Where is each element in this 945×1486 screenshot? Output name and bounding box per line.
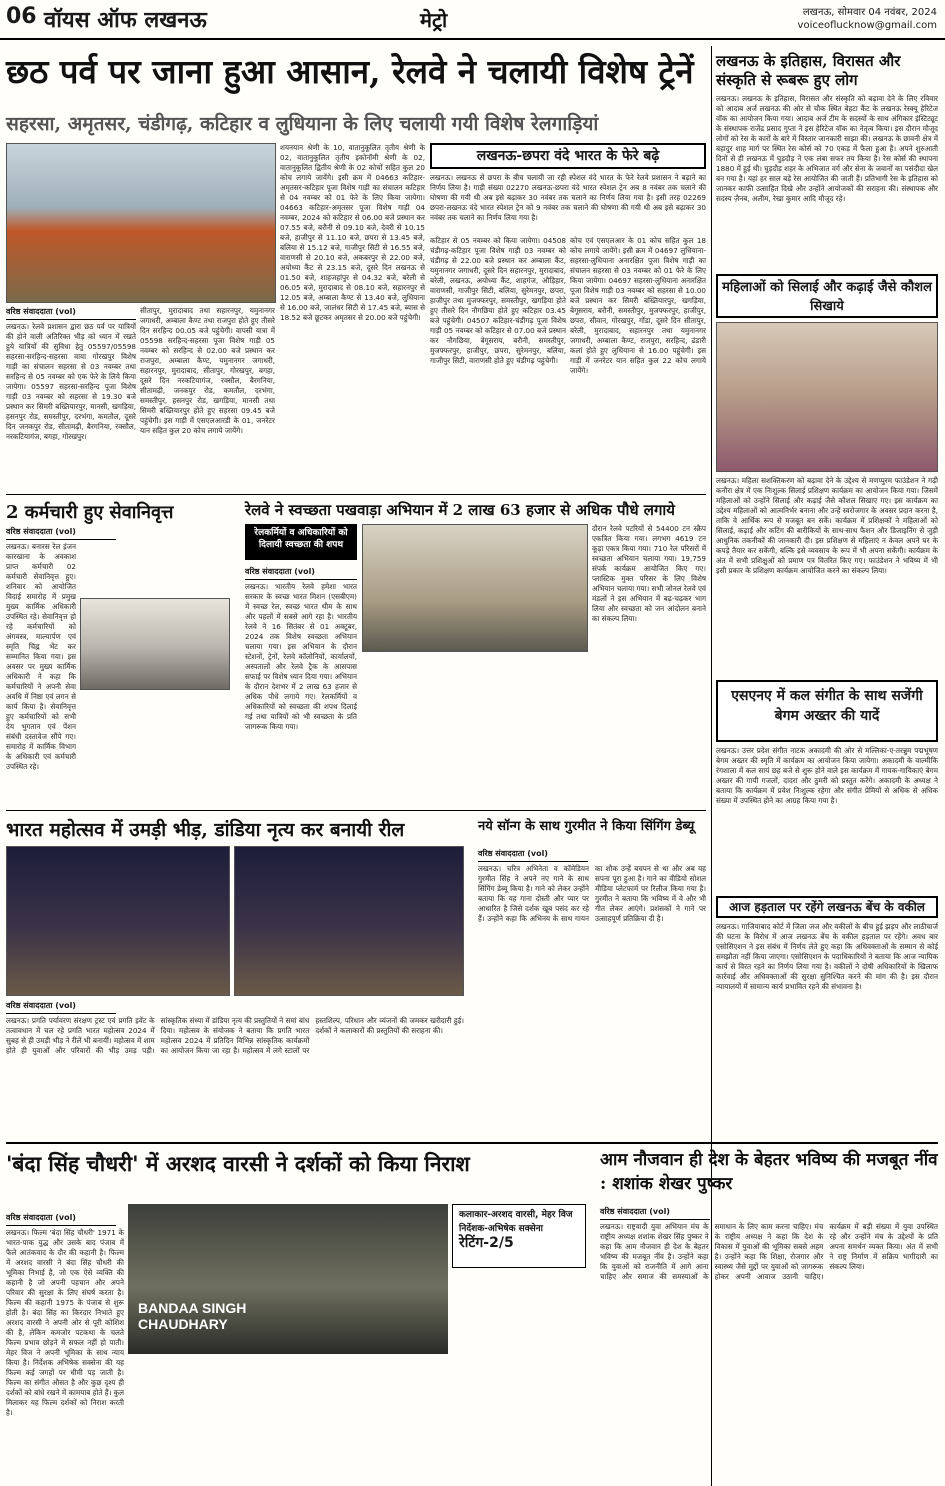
section-rule <box>6 494 706 495</box>
workshop-photo <box>716 322 938 472</box>
vande-headline: लखनऊ-छपरा वंदे भारत के फेरे बढ़े <box>430 143 706 169</box>
heritage-body: लखनऊ। लखनऊ के इतिहास, विरासत और संस्कृति को बढ़ावा देने के लिए रविवार को आदाब अर्ज लखनऊ की ओर से चौक स्थित बेहटा कैंट के लखनऊ रेस्क्यू हेरिटेज वॉक का आयोजन किया गया। आदाब अर्ज टीम के सदस्यों के साथ अंगिकार इंस्टिट्यूट के संस्थापक राजेंद्र प्रसाद गुप्ता ने इस हेरिटेज वॉक का नेतृत्व किया। इस दौरान मौजूद लोगों को रेस के कारों के बारे में विस्तार जानकारी साझा की। लखनऊ के छावनी क्षेत्र में बहादुर शाह मार्ग पर स्थित रेस कोर्स को 70 एकड़ में फैला हुआ है। अपने शुरुआती दिनों से ही लखनऊ में घुड़दौड़ ने एक लंबा सफर तय किया है। रेस कोर्स की स्थापना 1880 में हुई थी। घुड़दौड़ शहर के अभिजात वर्ग और सेना के जवानों का पसंदीदा खेल बन गया है। यहां हर साल बड़े रेस आयोजित की जाती हैं। प्रतिभागी रेस के इतिहास को जानकर काफी उत्साहित दिखे और उन्होंने आयोजकों की सराहना की। संस्थापक और सदस्य ज़ैनब, अलीम, रेखा कुमार आदि मौजूद रहे। <box>716 94 938 203</box>
date: लखनऊ, सोमवार 04 नवंबर, 2024 <box>802 7 937 18</box>
retire-body-cont <box>80 694 235 806</box>
vande-body: लखनऊ। लखनऊ से छपरा के बीच चलायी जा रही स्पेशल वंदे भारत के फेरे रेलवे प्रशासन ने बढ़ाने का निर्णय लिया है। गाड़ी संख्या 02270 लखनऊ-छपरा वंदे भारत स्पेशल ट्रेन अब 8 नवंबर तक चलाने की घोषणा की गयी थी अब इसे बढ़ाकर 30 नवंबर तक चलाने का निर्णय लिया गया है। इसी तरह 02269 छपरा-लखनऊ वंदे भारत स्पेशल ट्रेन को 9 नवंबर तक चलाने की घोषणा की गयी थी अब इसे बढ़ाकर 30 नवंबर तक चलाने का निर्णय लिया गया है। <box>430 173 706 222</box>
retire-headline: 2 कर्मचारी हुए सेवानिवृत्त <box>6 502 174 523</box>
mahotsav-byline: वरिष्ठ संवाददाता (vol) <box>6 1000 116 1014</box>
sangeet-headline: एसएनए में कल संगीत के साथ सजेंगी बेगम अख्तर की यादें <box>716 680 938 742</box>
lead-headline: छठ पर्व पर जाना हुआ आसान, रेलवे ने चलायी विशेष ट्रेनें <box>6 52 694 91</box>
youth-byline: वरिष्ठ संवाददाता (vol) <box>600 1206 710 1220</box>
vakeel-body: लखनऊ। गाजियाबाद कोर्ट में जिला जज और वकीलों के बीच हुई झड़प और लाठीचार्ज की घटना के विरोध में आज लखनऊ बेंच के वकील हड़ताल पर रहेंगे। अवध बार एसोसिएशन ने इस संबंध में निर्णय लेते हुए कहा कि अधिवक्ताओं के सम्मान से कोई समझौता नहीं किया जाएगा। एसोसिएशन के पदाधिकारियों ने बताया कि आज न्यायिक कार्य से विरत रहने का निर्णय लिया गया है। वकीलों ने दोषी अधिकारियों के खिलाफ कार्रवाई और अधिवक्ताओं की सुरक्षा सुनिश्चित करने की मांग की है। इस दौरान न्यायालयों में सामान्य कार्य प्रभावित रहने की संभावना है। <box>716 922 938 991</box>
newspaper-name: वॉयस ऑफ लखनऊ <box>44 7 207 33</box>
silai-headline: महिलाओं को सिलाई और कढ़ाई जैसे कौशल सिखाये <box>716 274 938 318</box>
retire-byline: वरिष्ठ संवाददाता (vol) <box>6 526 116 540</box>
swachh-body: लखनऊ। भारतीय रेलवे हमेशा भारत सरकार के स्वच्छ भारत मिशन (एसबीएम) में स्वच्छ रेल, स्वच्छ भारत थीम के साथ और पहलों में सबसे आगे रहा है। भारतीय रेलवे ने 16 सितंबर से 01 अक्टूबर, 2024 तक विशेष स्वच्छता अभियान चलाया गया। इस अभियान के दौरान स्टेशनों, ट्रेनों, रेलवे कॉलोनियों, कार्यालयों, अस्पतालों और रेलवे ट्रैक के आसपास सफाई पर विशेष ध्यान दिया गया। अभियान के दौरान देशभर में 2 लाख 63 हजार से अधिक पौधे लगाये गए। रेलकर्मियों व अधिकारियों को स्वच्छता की शपथ दिलाई गई तथा यात्रियों को भी स्वच्छता के प्रति जागरूक किया गया। <box>245 582 357 731</box>
vande-body-2: कोच एवं एसएलआर के 01 कोच सहित कुल 18 कोच लगाये जायेंगे। इसी क्रम में 04697 लुधियाना-सहरसा-लुधियाना अनारक्षित पूजा विशेष गाड़ी का संचालन सहरसा से 03 नवम्बर को 01 फेरे के लिए किया जायेगा। 04697 सहरसा-लुधियाना अनारक्षित पूजा विशेष गाड़ी 03 नवम्बर को सहरसा से 10.00 बजे प्रस्थान कर सिमरी बख्तियारपुर, खगड़िया, बेगूसराय, बरौनी, समस्तीपुर, मुजफ्फरपुर, हाजीपुर, छपरा, सीवान, गोरखपुर, गोंडा, दूसरे दिन सीतापुर, बरेली, मुरादाबाद, सहारनपुर तथा यमुनानगर जगाधरी, अम्बाला कैण्ट, राजपुरा, सरहिन्द, ढंडारी कलां होते हुए लुधियाना से 16.00 पहुंचेगी। इस गाड़ी में जनरेटर यान सहित कुल 22 कोच लगाये जायेंगे। <box>570 236 706 375</box>
lead-body-4: कटिहार से 05 नवम्बर को किया जायेगा। 04508 चंडीगढ़-कटिहार पूजा विशेष गाड़ी 03 नवम्बर को चंडीगढ़ से 22.00 बजे प्रस्थान कर अम्बाला कैंट, यमुनानगर जगाधरी, दूसरे दिन सहारनपुर, मुरादाबाद, बरेली, लखनऊ, अयोध्या कैंट, शाहगंज, औड़िहार, वाराणसी, गाजीपुर सिटी, बलिया, सुरेमनपुर, छपरा, हाजीपुर तथा मुजफ्फरपुर, समस्तीपुर, खगड़िया होते हुए तीसरे दिन नौगछिया होते हुए कटिहार 03.45 बजे पहुंचेगी। 04507 कटिहार-चंडीगढ़ पूजा विशेष गाड़ी 05 नवम्बर को कटिहार से 07.00 बजे प्रस्थान कर नौगछिया, बेगूसराय, बरौनी, समस्तीपुर, मुजफ्फरपुर, हाजीपुर, छपरा, सुरेमनपुर, बलिया, गाजीपुर सिटी, वाराणसी होते हुए चंडीगढ़ पहुंचेगी। <box>430 236 566 365</box>
email: voiceoflucknow@gmail.com <box>797 20 937 31</box>
swachh-photo <box>362 524 588 652</box>
section-rule <box>6 810 706 811</box>
banda-headline: 'बंदा सिंह चौधरी' में अरशद वारसी ने दर्शकों को किया निराश <box>6 1151 470 1176</box>
swachh-body-cont <box>362 656 588 806</box>
film-director: निर्देशक-अभिषेक सक्सेना <box>459 1224 543 1234</box>
lead-body-3: शयनयान श्रेणी के 10, वातानुकूलित तृतीय श्रेणी के 02, वातानुकूलित तृतीय इकोनॉमी श्रेणी के 02, वातानुकूलित द्वितीय श्रेणी के 02 कोचों सहित कुल 20 कोच लगाये जायेंगे। इसी क्रम में 04663 कटिहार-अमृतसर-कटिहार पूजा विशेष गाड़ी का संचालन कटिहार से 04 नवम्बर को 01 फेरे के लिए किया जायेगा। 04663 कटिहार-अमृतसर पूजा विशेष गाड़ी 04 नवम्बर, 2024 को कटिहार से 06.00 बजे प्रस्थान कर 07.55 बजे, बरौनी से 09.10 बजे, देवरी से 10.15 बजे, हाजीपुर से 11.10 बजे, छपरा से 13.45 बजे, बलिया से 15.12 बजे, गाजीपुर सिटी से 16.55 बजे, वाराणसी से 20.10 बजे, अकबरपुर से 22.00 बजे, अयोध्या कैंट से 23.15 बजे, दूसरे दिन लखनऊ से 01.50 बजे, शाहजहांपुर से 04.32 बजे, बरेली से 06.05 बजे, मुरादाबाद से 08.10 बजे, सहारनपुर से 12.05 बजे, अम्बाला कैण्ट से 13.40 बजे, लुधियाना से 16.00 बजे, जालंधर सिटी से 17.45 बजे, ब्यास से 18.52 बजे छूटकर अमृतसर से 20.00 बजे पहुंचेगी। <box>280 143 425 322</box>
retire-body: लखनऊ। बनारस रेल इंजन कारखाना के अवकाश प्राप्त कर्मचारी 02 कर्मचारी सेवानिवृत्त हुए। शनिवार को आयोजित विदाई समारोह में प्रमुख मुख्य कार्मिक अधिकारी उपस्थित रहे। सेवानिवृत्त हो रहे कर्मचारियों को अंगवस्त्र, माल्यार्पण एवं स्मृति चिह्न भेंट कर सम्मानित किया गया। इस अवसर पर मुख्य कार्मिक अधिकारी ने कहा कि कर्मचारियों ने अपनी सेवा अवधि में निष्ठा एवं लगन से कार्य किया है। सेवानिवृत्त हुए कर्मचारियों को सभी देय भुगतान एवं पेंशन संबंधी दस्तावेज सौंपे गए। समारोह में कार्मिक विभाग के अधिकारी एवं कर्मचारी उपस्थित रहे। <box>6 542 76 771</box>
page-header <box>0 0 945 40</box>
swachh-byline: वरिष्ठ संवाददाता (vol) <box>245 566 357 580</box>
film-poster <box>128 1204 448 1354</box>
section-rule <box>6 1142 938 1144</box>
silai-body: लखनऊ। महिला सशक्तिकरण को बढ़ावा देने के उद्देश्य से मणप्पुरम फाउंडेशन ने गढ़ी कनौरा क्षेत्र में एक निःशुल्क सिलाई प्रशिक्षण कार्यक्रम का आयोजन किया गया। जिसमें महिलाओं को उन्होंने सिलाई और कढ़ाई जैसे कौशल सिखाए गए। इस कार्यक्रम का उद्देश्य महिलाओं को आत्मनिर्भर बनाना और उन्हें स्वरोजगार के अवसर प्रदान करना है, ताकि वे आर्थिक रूप से मजबूत बन सकें। कार्यक्रम में प्रशिक्षकों ने महिलाओं को सिलाई, कढ़ाई और कटिंग की बारीकियों के साथ-साथ फैशन और डिजाइनिंग से जुड़ी आधुनिक तकनीकों की जानकारी दी। इस प्रशिक्षण से महिलाएं न केवल अपने घर के कपड़े तैयार कर सकेंगी, बल्कि इसे व्यवसाय के रूप में भी अपना सकेंगी। कार्यक्रम के अंत में सभी प्रशिक्षुओं को प्रमाण पत्र वितरित किए गए। फाउंडेशन ने भविष्य में भी इसी प्रकार के प्रशिक्षण कार्यक्रम आयोजित करने का संकल्प लिया। <box>716 476 938 575</box>
rating-box <box>452 1204 586 1268</box>
section-name: मेट्रो <box>420 8 448 32</box>
banda-byline: वरिष्ठ संवाददाता (vol) <box>6 1212 116 1226</box>
gurmeet-body: लखनऊ। चरित्र अभिनेता व कॉमेडियन गुरमीत सिंह ने अपने नए गाने के साथ सिंगिंग डेब्यू किया है। गाने को लेकर उन्होंने बताया कि यह गाना दोस्ती और प्यार पर आधारित है जिसे दर्शक खूब पसंद कर रहे हैं। उन्होंने कहा कि अभिनय के साथ गायन का शौक उन्हें बचपन से था और अब यह सपना पूरा हुआ है। गाने का वीडियो सोशल मीडिया प्लेटफार्म पर रिलीज किया गया है। गुरमीत ने बताया कि भविष्य में वे और भी गीत लेकर आएंगे। प्रशंसकों ने गाने पर उत्साहपूर्ण प्रतिक्रिया दी है। <box>478 864 706 923</box>
train-photo <box>6 143 276 303</box>
lead-byline: वरिष्ठ संवाददाता (vol) <box>6 306 136 320</box>
mahotsav-photo-2 <box>234 846 464 996</box>
swachh-headline: रेलवे ने स्वच्छता पखवाड़ा अभियान में 2 लाख 63 हजार से अधिक पौधे लगाये <box>245 501 676 519</box>
mahotsav-body: लखनऊ। प्रगति पर्यावरण संरक्षण ट्रस्ट एवं प्रगति इवेंट के तत्वावधान में चल रहे प्रगति भारत महोत्सव 2024 में सुबह से ही उमड़ी भीड़ ने रीलें भी बनायीं। महोत्सव में शाम होते ही युवाओं और परिवारों की भीड़ उमड़ पड़ी। सांस्कृतिक संध्या में डांडिया नृत्य की प्रस्तुतियों ने समां बांध दिया। महोत्सव के संयोजक ने बताया कि प्रगति भारत महोत्सव 2024 में प्रतिदिन विभिन्न सांस्कृतिक कार्यक्रमों का आयोजन किया जा रहा है। महोत्सव में लगे स्टालों पर हस्तशिल्प, परिधान और व्यंजनों की जमकर खरीदारी हुई। दर्शकों ने कलाकारों की प्रस्तुतियों की सराहना की। <box>6 1016 464 1055</box>
mahotsav-headline: भारत महोत्सव में उमड़ी भीड़, डांडिया नृत्य कर बनायी रील <box>6 819 405 841</box>
lead-body-1: लखनऊ। रेलवे प्रशासन द्वारा छठ पर्व पर यात्रियों की होने वाली अतिरिक्त भीड़ को ध्यान में रखते हुये यात्रियों की सुविधा हेतु 05597/05598 सहरसा-सरहिन्द-सहरसा वाया गोरखपुर विशेष गाड़ी का संचालन सहरसा से 03 नवम्बर तथा सरहिन्द से 05 नवम्बर को एक फेरे के लिये किया जायेगा। 05597 सहरसा-सरहिन्द पूजा विशेष गाड़ी 03 नवम्बर को सहरसा से 19.30 बजे प्रस्थान कर सिमरी बख्तियारपुर, मानसी, खगड़िया, हसनपुर रोड, समस्तीपुर, दरभंगा, कमतौल, दूसरे दिन जनकपुर रोड, सीतामढ़ी, बैरगनिया, रक्सौल, नरकटियागंज, बगहा, गोरखपुर। <box>6 322 136 441</box>
youth-body: लखनऊ। राष्ट्रवादी युवा अभियान मंच के राष्ट्रीय अध्यक्ष शशांक शेखर सिंह पुष्कर ने कहा कि आम नौजवान ही देश के बेहतर भविष्य की मजबूत नींव है। उन्होंने कहा कि युवाओं को राजनीति में आगे आना चाहिए और समाज की समस्याओं के समाधान के लिए काम करना चाहिए। मंच के राष्ट्रीय अध्यक्ष ने कहा कि देश के विकास में युवाओं की भूमिका सबसे अहम है। उन्होंने कहा कि शिक्षा, रोजगार और स्वास्थ्य जैसे मुद्दों पर युवाओं को जागरूक होकर अपनी आवाज उठानी चाहिए। कार्यक्रम में बड़ी संख्या में युवा उपस्थित रहे और उन्होंने मंच के उद्देश्यों के प्रति अपना समर्थन व्यक्त किया। अंत में सभी ने राष्ट्र निर्माण में सक्रिय भागीदारी का संकल्प लिया। <box>600 1222 938 1281</box>
gurmeet-byline: वरिष्ठ संवाददाता (vol) <box>478 848 588 862</box>
swachh-body-2: दौरान रेलवे पटरियों से 54400 टन स्क्रैप एकत्रित किया गया। लगभग 4619 टन कूड़ा एकत्र किया गया। 710 रेल परिसरों में स्वच्छता अभियान चलाया गया। 19,759 संपर्क कार्यक्रम आयोजित किए गए। प्लास्टिक मुक्त परिसर के लिए विशेष अभियान चलाया गया। सभी जोनल रेलवे एवं मंडलों ने इस अभियान में बढ़-चढ़कर भाग लिया और स्वच्छता को जन आंदोलन बनाने का संकल्प लिया। <box>592 524 706 623</box>
vakeel-headline: आज हड़ताल पर रहेंगे लखनऊ बेंच के वकील <box>716 896 938 918</box>
heritage-headline: लखनऊ के इतिहास, विरासत और संस्कृति से रूबरू हुए लोग <box>716 52 901 89</box>
banda-body: लखनऊ। फिल्म 'बंदा सिंह चौधरी' 1971 के भारत-पाक युद्ध और उसके बाद पंजाब में फैले आतंकवाद के दौर की कहानी है। फिल्म में अरशद वारसी ने बंदा सिंह चौधरी की भूमिका निभाई है, जो एक ऐसे व्यक्ति की कहानी है जो अपनी पहचान और अपने परिवार की सुरक्षा के लिए संघर्ष करता है। फिल्म की कहानी 1975 के पंजाब से शुरू होती है। बंदा सिंह का किरदार निभाते हुए अरशद वारसी ने अपनी ओर से पूरी कोशिश की है, लेकिन कमजोर पटकथा के चलते फिल्म प्रभाव छोड़ने में सफल नहीं हो पाती। मेहर विज ने अपनी भूमिका के साथ न्याय किया है। निर्देशक अभिषेक सक्सेना की यह फिल्म कई जगहों पर धीमी पड़ जाती है। फिल्म का संगीत औसत है और कुछ दृश्य ही दर्शकों को बांधे रखने में कामयाब होते हैं। कुल मिलाकर यह फिल्म दर्शकों को निराश करती है। <box>6 1228 124 1417</box>
retire-photo <box>80 598 230 690</box>
film-rating: रेटिंग-2/5 <box>459 1235 514 1251</box>
page-number: 06 <box>6 4 37 29</box>
lead-body-2: सीतापुर, मुरादाबाद तथा सहारनपुर, यमुनानगर जगाधरी, अम्बाला कैण्ट तथा राजपुरा होते हुए तीसरे दिन सरहिन्द 00.05 बजे पहुंचेगी। वापसी यात्रा में 05598 सरहिन्द-सहरसा पूजा विशेष गाड़ी 05 नवम्बर को सरहिन्द से 02.00 बजे प्रस्थान कर राजपुरा, अम्बाला कैण्ट, यमुनानगर जगाधरी, सहारनपुर, मुरादाबाद, सीतापुर, गोरखपुर, बगहा, दूसरे दिन नरकटियागंज, रक्सौल, बैरगनिया, सीतामढ़ी, जनकपुर रोड, कमतौल, दरभंगा, समस्तीपुर, हसनपुर रोड, खगड़िया, मानसी तथा सिमरी बख्तियारपुर होते हुए सहरसा 09.45 बजे पहुंचेगी। इस गाड़ी में एसएलआरडी के 01, जनरेटर यान सहित कुल 20 कोच लगाये जायेंगे। <box>140 306 275 435</box>
youth-headline: आम नौजवान ही देश के बेहतर भविष्य की मजबूत नींव : शशांक शेखर पुष्कर <box>600 1150 938 1194</box>
film-cast: कलाकार-अरशद वारसी, मेहर विज <box>459 1210 573 1220</box>
poster-title: BANDAA SINGH CHAUDHARY <box>138 1300 247 1332</box>
dateline <box>798 6 937 32</box>
gurmeet-headline: नये सॉन्ग के साथ गुरमीत ने किया सिंगिंग डेब्यू <box>478 819 695 834</box>
mahotsav-photo-1 <box>6 846 230 996</box>
lead-subheadline: सहरसा, अमृतसर, चंडीगढ़, कटिहार व लुधियाना के लिए चलायी गयी विशेष रेलगाड़ियां <box>6 113 599 135</box>
banda-body-cont <box>128 1358 586 1478</box>
swachh-box: रेलकर्मियों व अधिकारियों को दिलायी स्वच्छता की शपथ <box>245 524 357 560</box>
sangeet-body: लखनऊ। उत्तर प्रदेश संगीत नाटक अकादमी की ओर से मल्लिका-ए-तरन्नुम पद्मभूषण बेगम अख्तर की स्मृति में कार्यक्रम का आयोजन किया जायेगा। अकादमी के वाल्मीकि रंगशाला में कल सायं छह बजे से शुरू होने वाले इस कार्यक्रम में गायक-गायिकाएं बेगम अख्तर की गायी गजलों, दादरा और ठुमरी को प्रस्तुत करेंगे। अकादमी के अध्यक्ष ने बताया कि कार्यक्रम में प्रवेश निःशुल्क रहेगा और संगीत प्रेमियों से अधिक से अधिक संख्या में उपस्थित होने का आग्रह किया गया है। <box>716 746 938 805</box>
